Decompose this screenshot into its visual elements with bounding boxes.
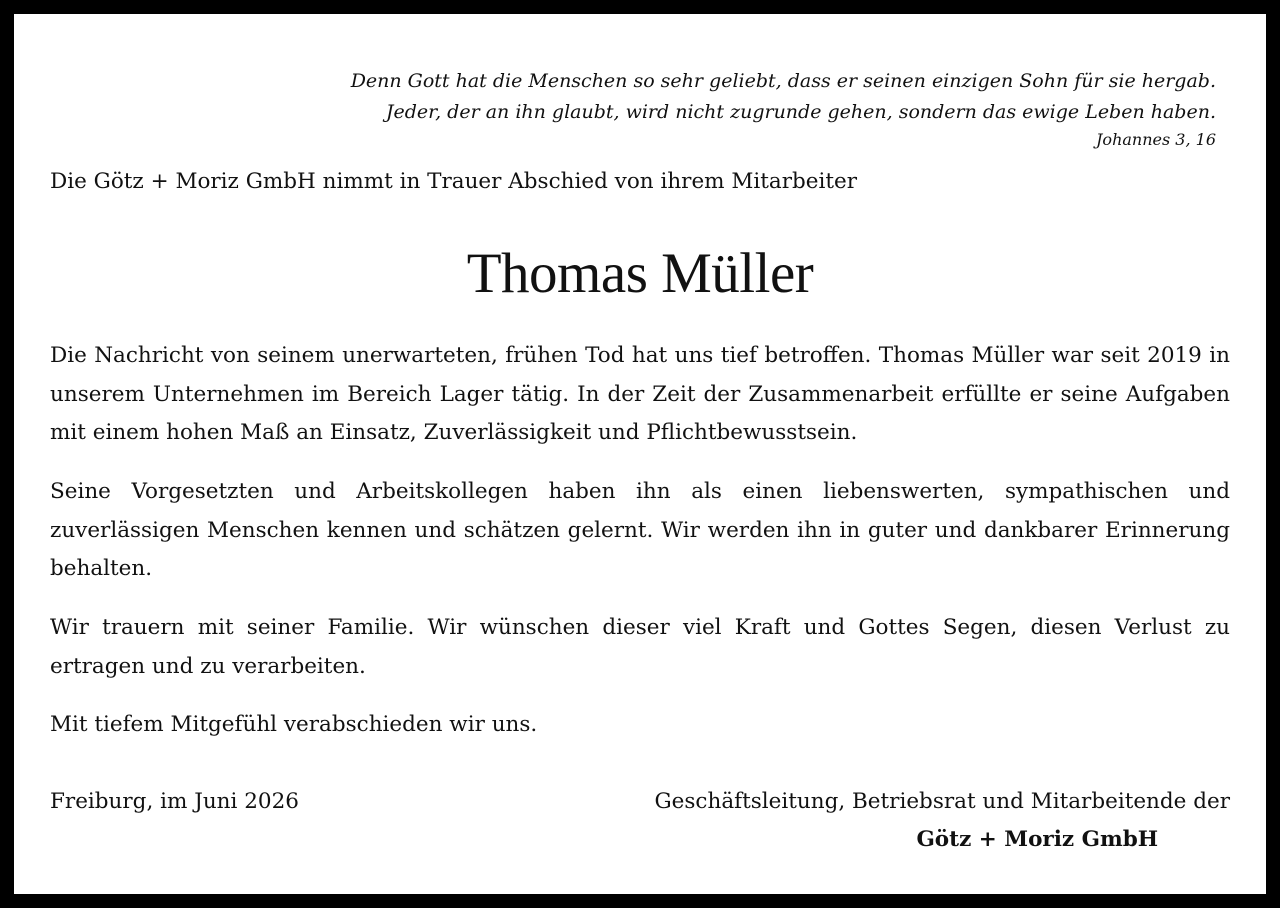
company-name: Götz + Moriz GmbH: [916, 827, 1159, 852]
place-date: Freiburg, im Juni 2026: [50, 789, 299, 814]
paragraph-2: Seine Vorgesetzten und Arbeitskollegen haben ihn als einen liebenswerten, sympathischen und zuverlässigen Menschen kennen und schätzen gelernt. Wir werden ihn in guter und dankbarer Erinnerung behalten.: [50, 479, 1230, 581]
signatories: Geschäftsleitung, Betriebsrat und Mitarbeitende der: [654, 789, 1230, 814]
paragraph-3: Wir trauern mit seiner Familie. Wir wünschen dieser viel Kraft und Gottes Segen, diesen Verlust zu ertragen und zu verarbeiten.: [50, 615, 1230, 679]
verse-reference: Johannes 3, 16: [1096, 130, 1216, 149]
obituary-notice: [14, 14, 1266, 894]
paragraph-1: Die Nachricht von seinem unerwarteten, frühen Tod hat uns tief betroffen. Thomas Müller war seit 2019 in unserem Unternehmen im Bereich Lager tätig. In der Zeit der Zusammenarbeit erfüllte er seine Aufgaben mit einem hohen Maß an Einsatz, Zuverlässigkeit und Pflichtbewusstsein.: [50, 343, 1230, 445]
deceased-name: Thomas Müller: [466, 242, 814, 305]
paragraph-4: Mit tiefem Mitgefühl verabschieden wir uns.: [50, 712, 538, 737]
intro-line: Die Götz + Moriz GmbH nimmt in Trauer Abschied von ihrem Mitarbeiter: [50, 169, 858, 194]
signature-block: [655, 783, 1231, 859]
verse-line-1: Denn Gott hat die Menschen so sehr geliebt, dass er seinen einzigen Sohn für sie hergab.: [350, 70, 1216, 92]
bible-verse: [216, 66, 1216, 152]
verse-line-2: Jeder, der an ihn glaubt, wird nicht zugrunde gehen, sondern das ewige Leben haben.: [385, 101, 1216, 123]
